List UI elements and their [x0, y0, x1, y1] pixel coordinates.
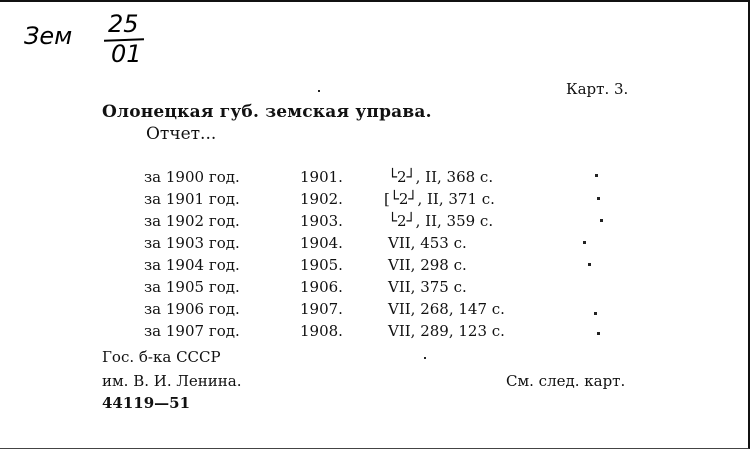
scan-speck	[597, 332, 600, 335]
entry-ref: VII, 289, 123 с.	[388, 322, 505, 340]
entry-ref: VII, 375 с.	[388, 278, 467, 296]
scan-speck	[600, 219, 603, 222]
entry-year: 1906.	[300, 278, 343, 296]
see-next-card: См. след. карт.	[506, 372, 626, 390]
entry-ref: VII, 453 с.	[388, 234, 467, 252]
scan-speck	[595, 174, 598, 177]
entry-year: 1905.	[300, 256, 343, 274]
entry-year: 1907.	[300, 300, 343, 318]
library-name-line2: им. В. И. Ленина.	[102, 372, 242, 390]
entry-year: 1904.	[300, 234, 343, 252]
scan-speck	[597, 197, 600, 200]
entry-ref: VII, 268, 147 с.	[388, 300, 505, 318]
handwritten-code: Зем	[24, 22, 73, 50]
entry-year: 1908.	[300, 322, 343, 340]
entry-ref: [└2┘, II, 371 с.	[384, 190, 495, 208]
entry-ref: └2┘, II, 359 с.	[388, 212, 494, 230]
entry-ref: VII, 298 с.	[388, 256, 467, 274]
entry-year: 1903.	[300, 212, 343, 230]
entry-period: за 1900 год.	[144, 168, 240, 186]
entry-row	[144, 168, 564, 190]
entry-row	[144, 256, 564, 278]
entry-row	[144, 190, 564, 212]
entry-year: 1901.	[300, 168, 343, 186]
card-number: Карт. 3.	[566, 80, 629, 98]
scan-speck	[588, 263, 591, 266]
scan-speck	[318, 90, 320, 92]
entry-period: за 1907 год.	[144, 322, 240, 340]
print-number: 44119—51	[102, 394, 191, 412]
library-name: Гос. б-ка СССР	[102, 348, 221, 366]
scan-speck	[583, 241, 586, 244]
scan-speck	[424, 357, 426, 359]
entry-period: за 1901 год.	[144, 190, 240, 208]
entry-period: за 1906 год.	[144, 300, 240, 318]
handwritten-numerator: 25	[108, 10, 139, 38]
entry-row	[144, 300, 564, 322]
entry-row	[144, 322, 564, 344]
card-heading: Олонецкая губ. земская управа.	[102, 102, 432, 122]
entry-period: за 1902 год.	[144, 212, 240, 230]
entry-year: 1902.	[300, 190, 343, 208]
entry-row	[144, 278, 564, 300]
entry-row	[144, 212, 564, 234]
entry-period: за 1905 год.	[144, 278, 240, 296]
card-subheading: Отчет...	[146, 124, 217, 144]
entry-period: за 1903 год.	[144, 234, 240, 252]
scan-speck	[594, 312, 597, 315]
entry-ref: └2┘, II, 368 с.	[388, 168, 494, 186]
handwritten-denominator: 01	[111, 40, 142, 68]
entry-period: за 1904 год.	[144, 256, 240, 274]
entry-row	[144, 234, 564, 256]
